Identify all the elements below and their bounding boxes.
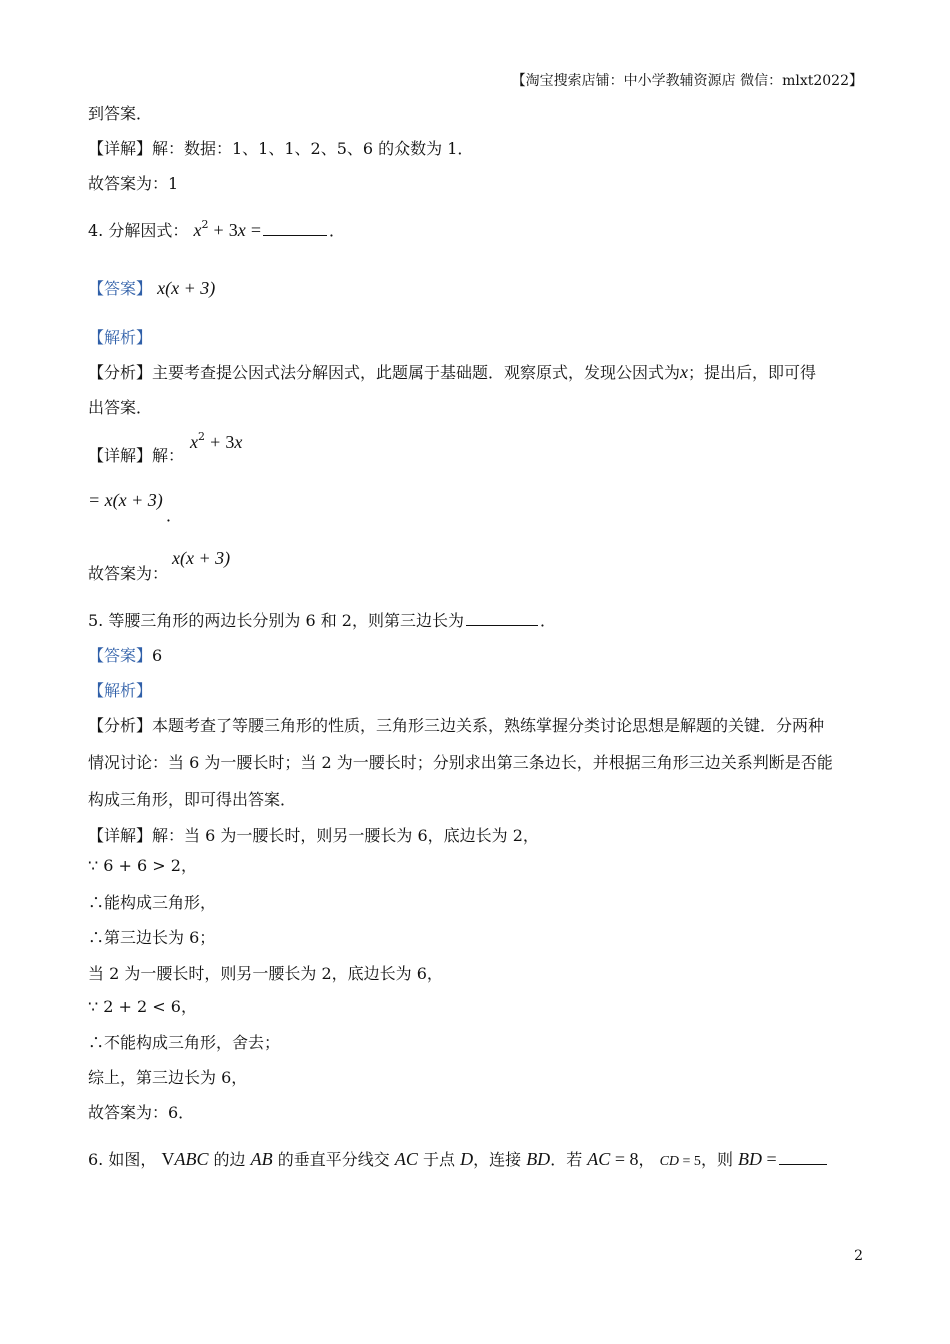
answer-blank (263, 221, 327, 236)
triangle-symbol: V (161, 1149, 175, 1169)
analysis-text: 【分析】主要考查提公因式法分解因式，此题属于基础题．观察原式，发现公因式为 (88, 363, 681, 382)
answer-blank (466, 611, 538, 626)
text-line: 【详解】解：当 6 为一腰长时，则另一腰长为 6，底边长为 2， (88, 826, 539, 845)
answer-tag: 【答案】 (88, 279, 153, 298)
math-var: BD (738, 1149, 763, 1169)
text: ，连接 (473, 1150, 522, 1169)
math-op: + (213, 220, 224, 240)
math-value: = 8 (610, 1149, 639, 1169)
page-header: 【淘宝搜索店铺：中小学教辅资源店 微信：mlxt2022】 (511, 73, 863, 89)
math-var: BD (526, 1149, 551, 1169)
period: ． (539, 611, 556, 630)
final-label: 故答案为： (88, 564, 169, 583)
math-var: AC (394, 1149, 418, 1169)
math-expression: x(x + 3) (157, 278, 216, 298)
math-op: = (762, 1149, 777, 1169)
math-exponent: 2 (201, 218, 209, 231)
math-var: x (680, 362, 689, 382)
math-line (190, 432, 242, 455)
answer-line (88, 278, 215, 299)
math-exponent: 2 (198, 430, 205, 443)
page-number: 2 (854, 1248, 863, 1264)
math-var: ABC (174, 1149, 209, 1169)
math-value: = 5 (679, 1154, 701, 1169)
math-expression: x(x + 3) (172, 548, 231, 568)
math-var: x (237, 220, 246, 240)
question-5 (88, 611, 556, 631)
text-line: 【详解】解：数据：1、1、1、2、5、6 的众数为 1． (88, 139, 474, 158)
math-var: AB (250, 1149, 273, 1169)
text: ，则 (700, 1150, 733, 1169)
text: ．若 (550, 1150, 583, 1169)
math-op: = (250, 220, 262, 240)
text-line: 出答案． (88, 398, 153, 417)
question-5-text: 5. 等腰三角形的两边长分别为 6 和 2，则第三边长为 (88, 611, 464, 630)
answer-blank (779, 1150, 827, 1165)
math-line (172, 548, 230, 569)
math-var: x (193, 220, 202, 240)
text-line: ∴不能构成三角形，舍去； (88, 1033, 281, 1052)
math-var: AC (587, 1149, 611, 1169)
math-line: ∵ 2 + 2 < 6， (88, 997, 197, 1016)
text: 的垂直平分线交 (277, 1150, 390, 1169)
analysis-tag: 【解析】 (88, 328, 153, 347)
math-var: D (460, 1149, 474, 1169)
answer-tag: 【答案】 (88, 646, 153, 665)
text-line: 构成三角形，即可得出答案． (88, 790, 297, 809)
question-6-prefix: 6. 如图， (88, 1150, 157, 1169)
answer-line (88, 646, 162, 666)
math-coef: 3 (225, 432, 235, 452)
math-line: ∵ 6 + 6 > 2， (88, 856, 197, 875)
text-line: ∴第三边长为 6； (88, 928, 216, 947)
text-line: 故答案为：6． (88, 1103, 195, 1122)
period: ． (166, 506, 183, 525)
text: ， (638, 1150, 655, 1169)
text: 的边 (213, 1150, 246, 1169)
text-line: 情况讨论：当 6 为一腰长时；当 2 为一腰长时；分别求出第三条边长，并根据三角形三边关系判断是否能 (88, 753, 833, 772)
question-6 (88, 1149, 829, 1172)
math-expression: = x(x + 3) (88, 490, 163, 510)
math-var: CD (659, 1154, 680, 1169)
math-op: + (210, 432, 221, 452)
math-coef: 3 (228, 220, 238, 240)
math-var: x (234, 432, 243, 452)
math-line (88, 490, 163, 511)
math-var: x (190, 432, 198, 452)
analysis-tag: 【解析】 (88, 681, 153, 700)
period: ． (329, 221, 346, 240)
text: 于点 (422, 1150, 455, 1169)
detail-label: 【详解】解： (88, 446, 185, 465)
analysis-line (88, 362, 816, 383)
text-line: 综上，第三边长为 6， (88, 1068, 248, 1087)
text-line: ∴能构成三角形， (88, 893, 217, 912)
question-4-prefix: 4. 分解因式： (88, 221, 189, 240)
question-4 (88, 220, 345, 243)
analysis-text: ；提出后，即可得 (688, 363, 817, 382)
text-line: 当 2 为一腰长时，则另一腰长为 2，底边长为 6， (88, 964, 443, 983)
answer-value: 6 (152, 646, 163, 665)
text-line: 故答案为：1 (88, 174, 179, 193)
text-line: 到答案． (88, 104, 153, 123)
text-line: 【分析】本题考查了等腰三角形的性质，三角形三边关系，熟练掌握分类讨论思想是解题的关键．分两种 (88, 716, 825, 735)
